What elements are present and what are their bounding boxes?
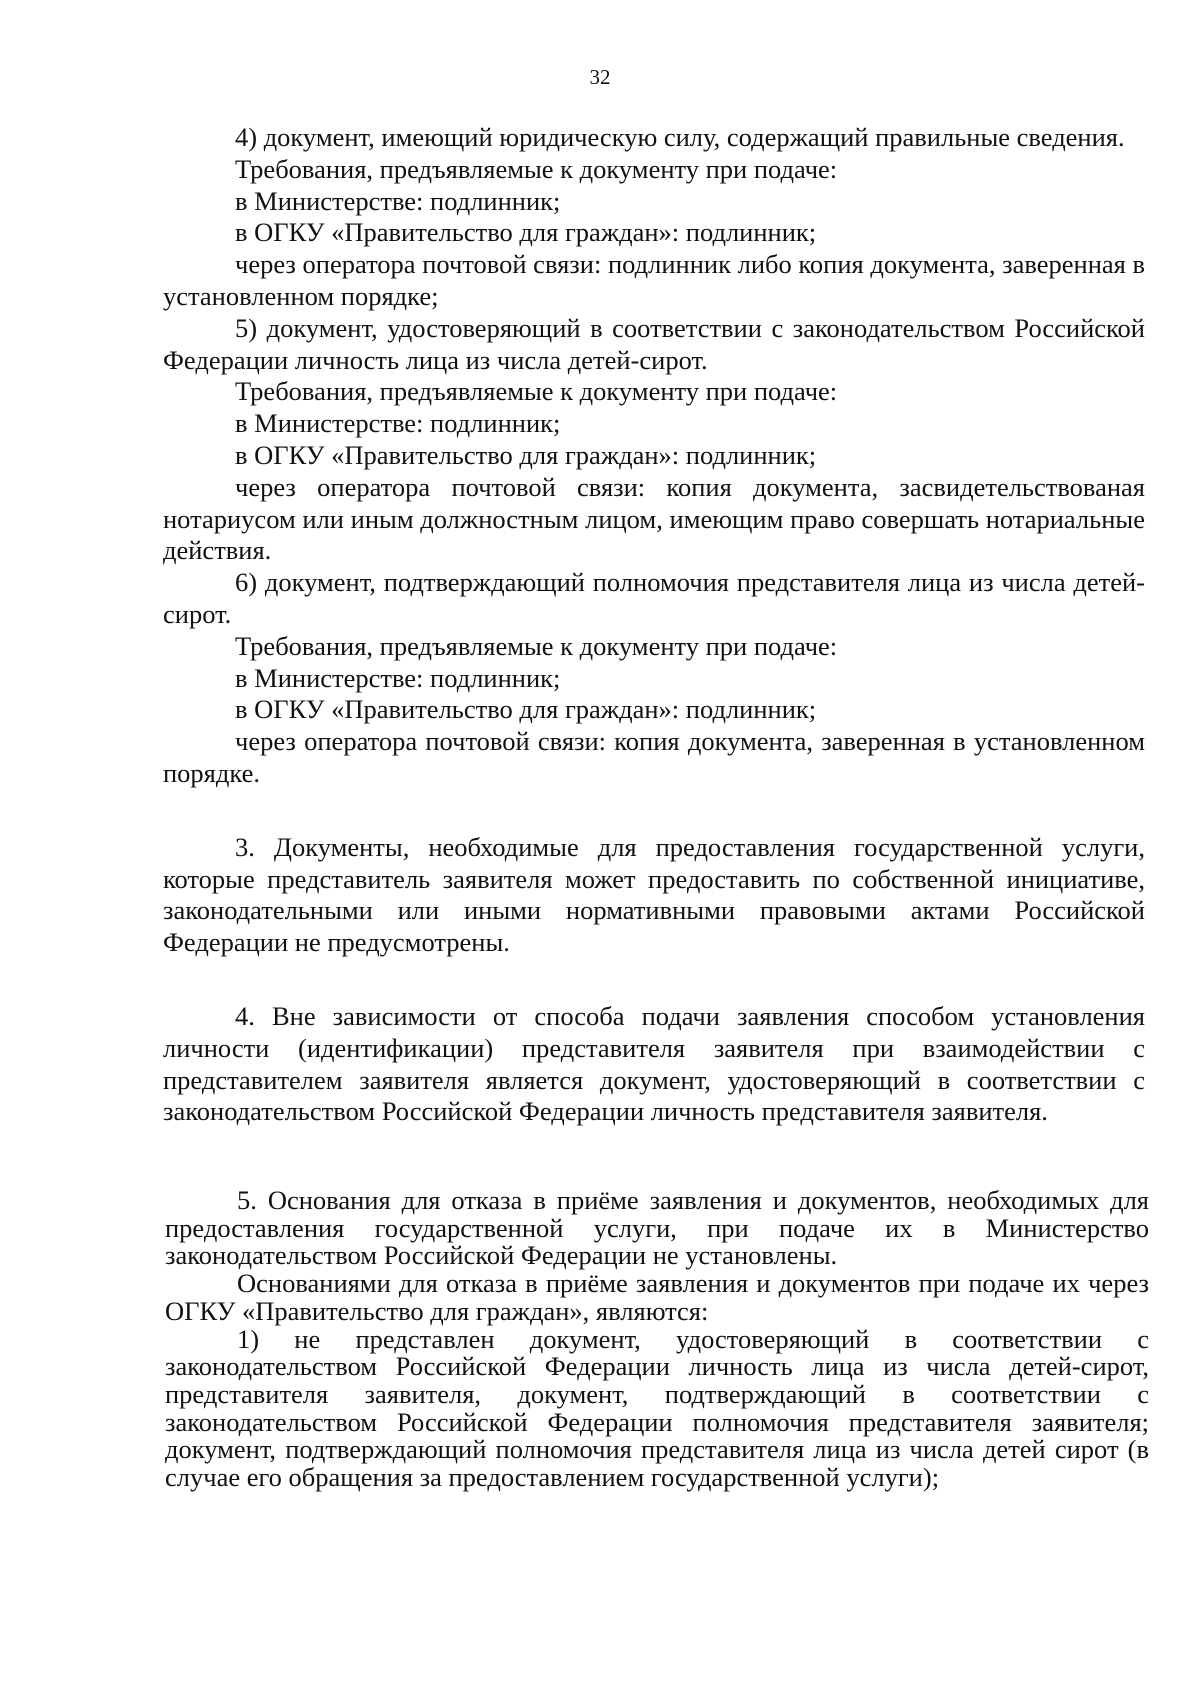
section-4-paragraph: 4. Вне зависимости от способа подачи заявления способом установления личности (идентификации) представителя заявителя при взаимодействии с представителем заявителя является документ, удостоверяющий в соответствии с законодательством Российской Федерации личность представителя заявителя. [163, 1000, 1145, 1127]
requirement-ministry: в Министерстве: подлинник; [235, 185, 561, 216]
requirement-postal: через оператора почтовой связи: копия документа, засвидетельствованая нотариусом или иным должностным лицом, имеющим право совершать нотариальные действия. [163, 471, 1145, 566]
requirements-heading: Требования, предъявляемые к документу при подаче: [235, 630, 838, 661]
page-number: 32 [589, 65, 611, 89]
section-5-paragraph: 5. Основания для отказа в приёме заявления и документов, необходимых для предоставления государственной услуги, при подаче их в Министерство законодательством Российской Федерации не установлены. [165, 1185, 1149, 1271]
section-3-paragraph: 3. Документы, необходимые для предоставления государственной услуги, которые представитель заявителя может предоставить по собственной инициативе, законодательными или иными нормативными правовыми актами Российской Федерации не предусмотрены. [163, 831, 1145, 958]
requirement-postal: через оператора почтовой связи: копия документа, заверенная в установленном порядке. [163, 726, 1145, 788]
item-5-document: 5) документ, удостоверяющий в соответствии с законодательством Российской Федерации личность лица из числа детей-сирот. [163, 312, 1145, 375]
refusal-grounds-intro: Основаниями для отказа в приёме заявления и документов при подаче их через ОГКУ «Правительство для граждан», являются: [165, 1268, 1149, 1326]
document-body [163, 122, 1145, 1128]
document-body-continued [165, 1187, 1149, 1492]
requirement-ogku: в ОГКУ «Правительство для граждан»: подлинник; [235, 694, 817, 725]
refusal-ground-1: 1) не представлен документ, удостоверяющий в соответствии с законодательством Российской Федерации личность лица из числа детей-сирот, представителя заявителя, документ, подтверждающий в соответствии с законодательством Российской Федерации полномочия представителя заявителя; документ, подтверждающий полномочия представителя лица из числа детей сирот (в случае его обращения за предоставлением государственной услуги); [165, 1323, 1149, 1493]
requirement-ministry: в Министерстве: подлинник; [235, 408, 561, 439]
requirement-ministry: в Министерстве: подлинник; [235, 662, 561, 693]
item-4-document: 4) документ, имеющий юридическую силу, содержащий правильные сведения. [235, 122, 1125, 152]
requirement-postal: через оператора почтовой связи: подлинник либо копия документа, заверенная в установленном порядке; [163, 249, 1145, 311]
requirement-ogku: в ОГКУ «Правительство для граждан»: подлинник; [235, 439, 817, 470]
requirements-heading: Требования, предъявляемые к документу при подаче: [235, 153, 838, 184]
item-6-document: 6) документ, подтверждающий полномочия представителя лица из числа детей-сирот. [163, 567, 1145, 629]
requirement-ogku: в ОГКУ «Правительство для граждан»: подлинник; [235, 217, 817, 248]
requirements-heading: Требования, предъявляемые к документу при подаче: [235, 376, 838, 407]
